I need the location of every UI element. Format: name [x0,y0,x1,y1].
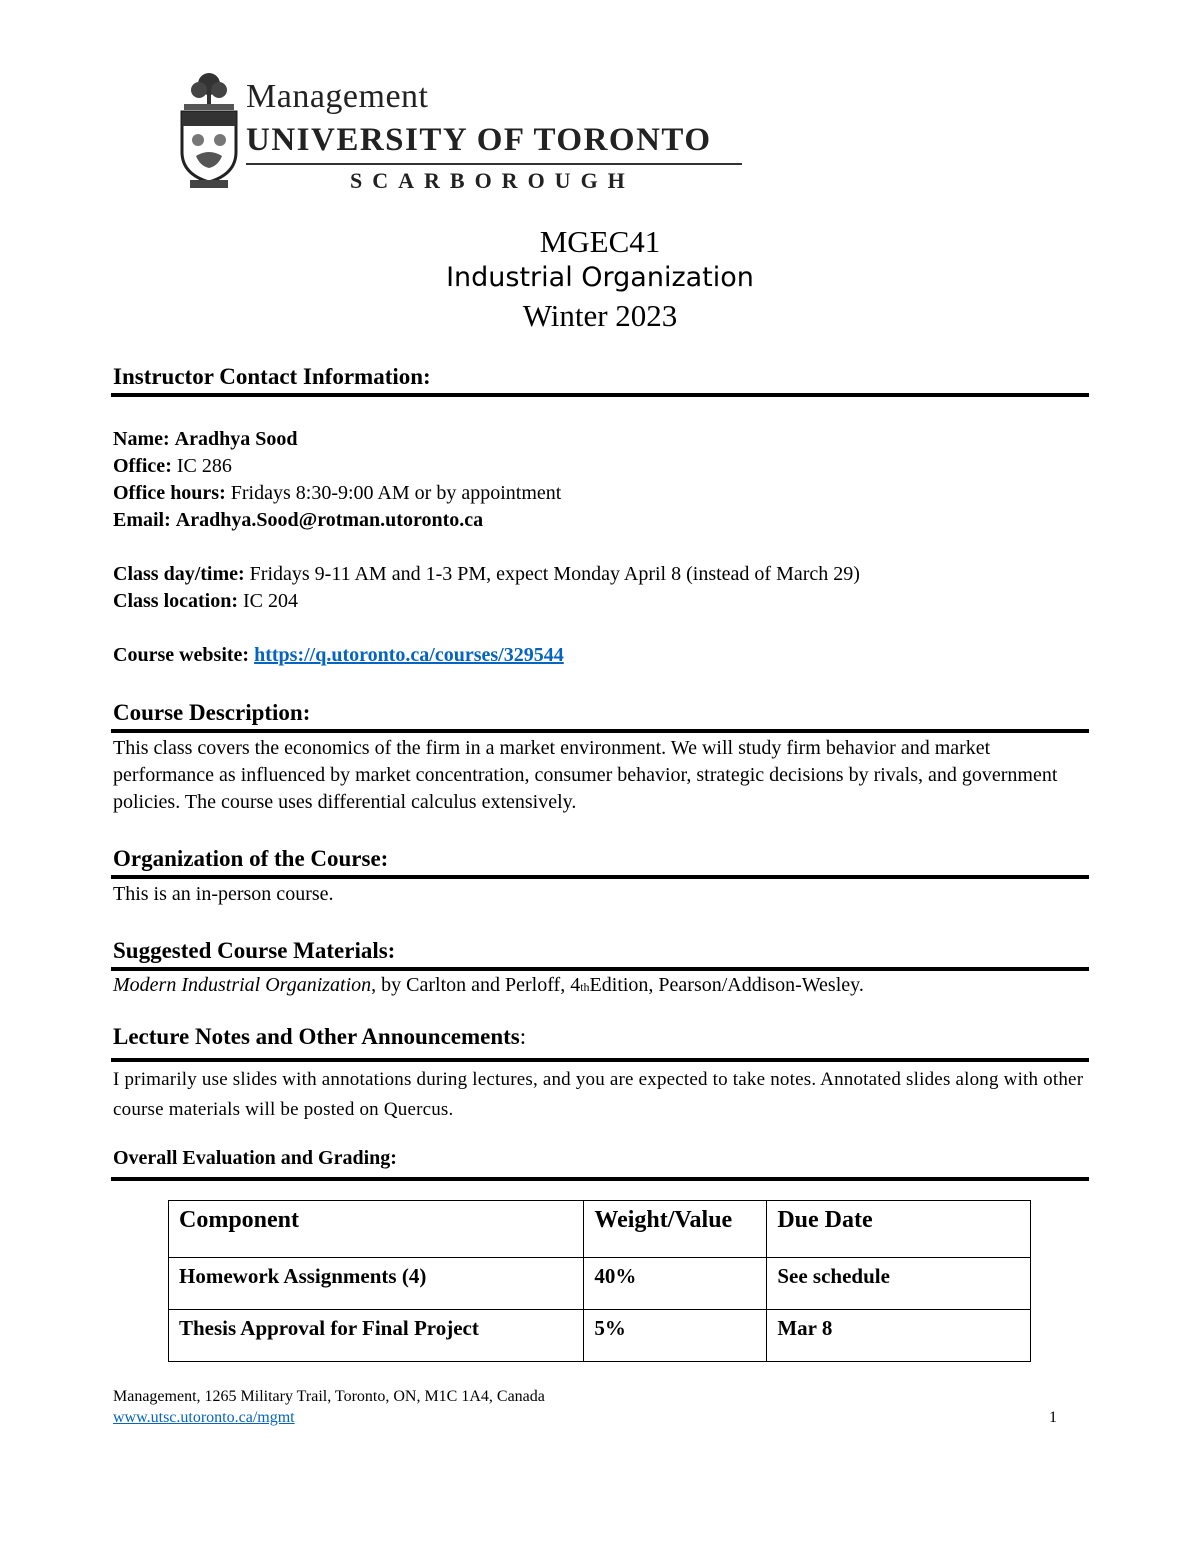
table-header-row [169,1201,1031,1258]
table-cell: Thesis Approval for Final Project [169,1310,584,1362]
table-cell: Homework Assignments (4) [169,1258,584,1310]
section-divider [111,393,1089,397]
class-time [113,563,860,586]
logo-divider [246,163,742,165]
name-label: Name: [113,428,170,450]
footer-link[interactable]: www.utsc.utoronto.ca/mgmt [113,1409,295,1426]
instructor-heading: Instructor Contact Information: [113,364,431,389]
logo-campus-text: SCARBOROUGH [350,168,635,193]
office-hours [113,482,561,505]
office-label: Office: [113,455,172,477]
course-name: Industrial Organization [446,262,754,293]
book-publisher: Edition, Pearson/Addison-Wesley. [589,974,864,996]
class-location [113,590,298,613]
lectures-heading: Lecture Notes and Other Announcements: [113,1024,527,1049]
book-authors: , by Carlton and Perloff, 4 [371,974,581,996]
section-divider [111,729,1089,733]
description-text: This class covers the economics of the firm in a market environment. We will study firm behavior and market performance as influenced by market concentration, consumer behavior, strategic decisions by rivals, and government policies. The course uses differential calculus extensively. [113,737,1058,813]
logo-management-text: Management [246,78,429,115]
hours-value: Fridays 8:30-9:00 AM or by appointment [230,482,562,504]
section-divider [111,1058,1089,1062]
grading-table [168,1200,1031,1362]
email-label: Email: [113,509,171,531]
grading-heading: Overall Evaluation and Grading: [113,1147,397,1169]
section-divider [111,875,1089,879]
instructor-name [113,428,297,451]
edition-suffix: th [580,980,590,994]
university-logo [178,70,748,195]
class-location-value: IC 204 [243,590,298,612]
table-row [169,1310,1031,1362]
footer-address: Management, 1265 Military Trail, Toronto, ON, M1C 1A4, Canada [113,1388,545,1405]
table-cell: 40% [584,1258,767,1310]
table-cell: 5% [584,1310,767,1362]
website-label: Course website: [113,644,250,666]
university-crest-icon [178,70,240,192]
page-number: 1 [1049,1409,1057,1426]
materials-heading: Suggested Course Materials: [113,938,396,963]
instructor-email [113,509,483,532]
materials-text [113,974,864,997]
name-value: Aradhya Sood [174,428,298,450]
lectures-text: I primarily use slides with annotations during lectures, and you are expected to take notes. Annotated slides along with other course materials will be posted on Quercus. [113,1069,1084,1120]
course-code: MGEC41 [539,224,661,259]
instructor-office [113,455,232,478]
table-cell: See schedule [767,1258,1031,1310]
class-time-value: Fridays 9-11 AM and 1-3 PM, expect Monday April 8 (instead of March 29) [249,563,860,585]
book-title: Modern Industrial Organization [113,974,372,996]
email-value[interactable]: Aradhya.Sood@rotman.utoronto.ca [175,509,484,531]
organization-text: This is an in-person course. [113,883,334,905]
column-header: Due Date [767,1201,1031,1258]
course-website [113,644,564,667]
section-divider [111,1177,1089,1181]
office-value: IC 286 [176,455,232,477]
class-location-label: Class location: [113,590,238,612]
class-time-label: Class day/time: [113,563,245,585]
hours-label: Office hours: [113,482,226,504]
course-term: Winter 2023 [522,298,678,333]
website-link[interactable]: https://q.utoronto.ca/courses/329544 [254,644,564,666]
organization-heading: Organization of the Course: [113,846,389,871]
description-heading: Course Description: [113,700,311,725]
column-header: Component [169,1201,584,1258]
logo-university-text: UNIVERSITY OF TORONTO [246,122,712,158]
section-divider [111,967,1089,971]
table-row [169,1258,1031,1310]
table-cell: Mar 8 [767,1310,1031,1362]
column-header: Weight/Value [584,1201,767,1258]
